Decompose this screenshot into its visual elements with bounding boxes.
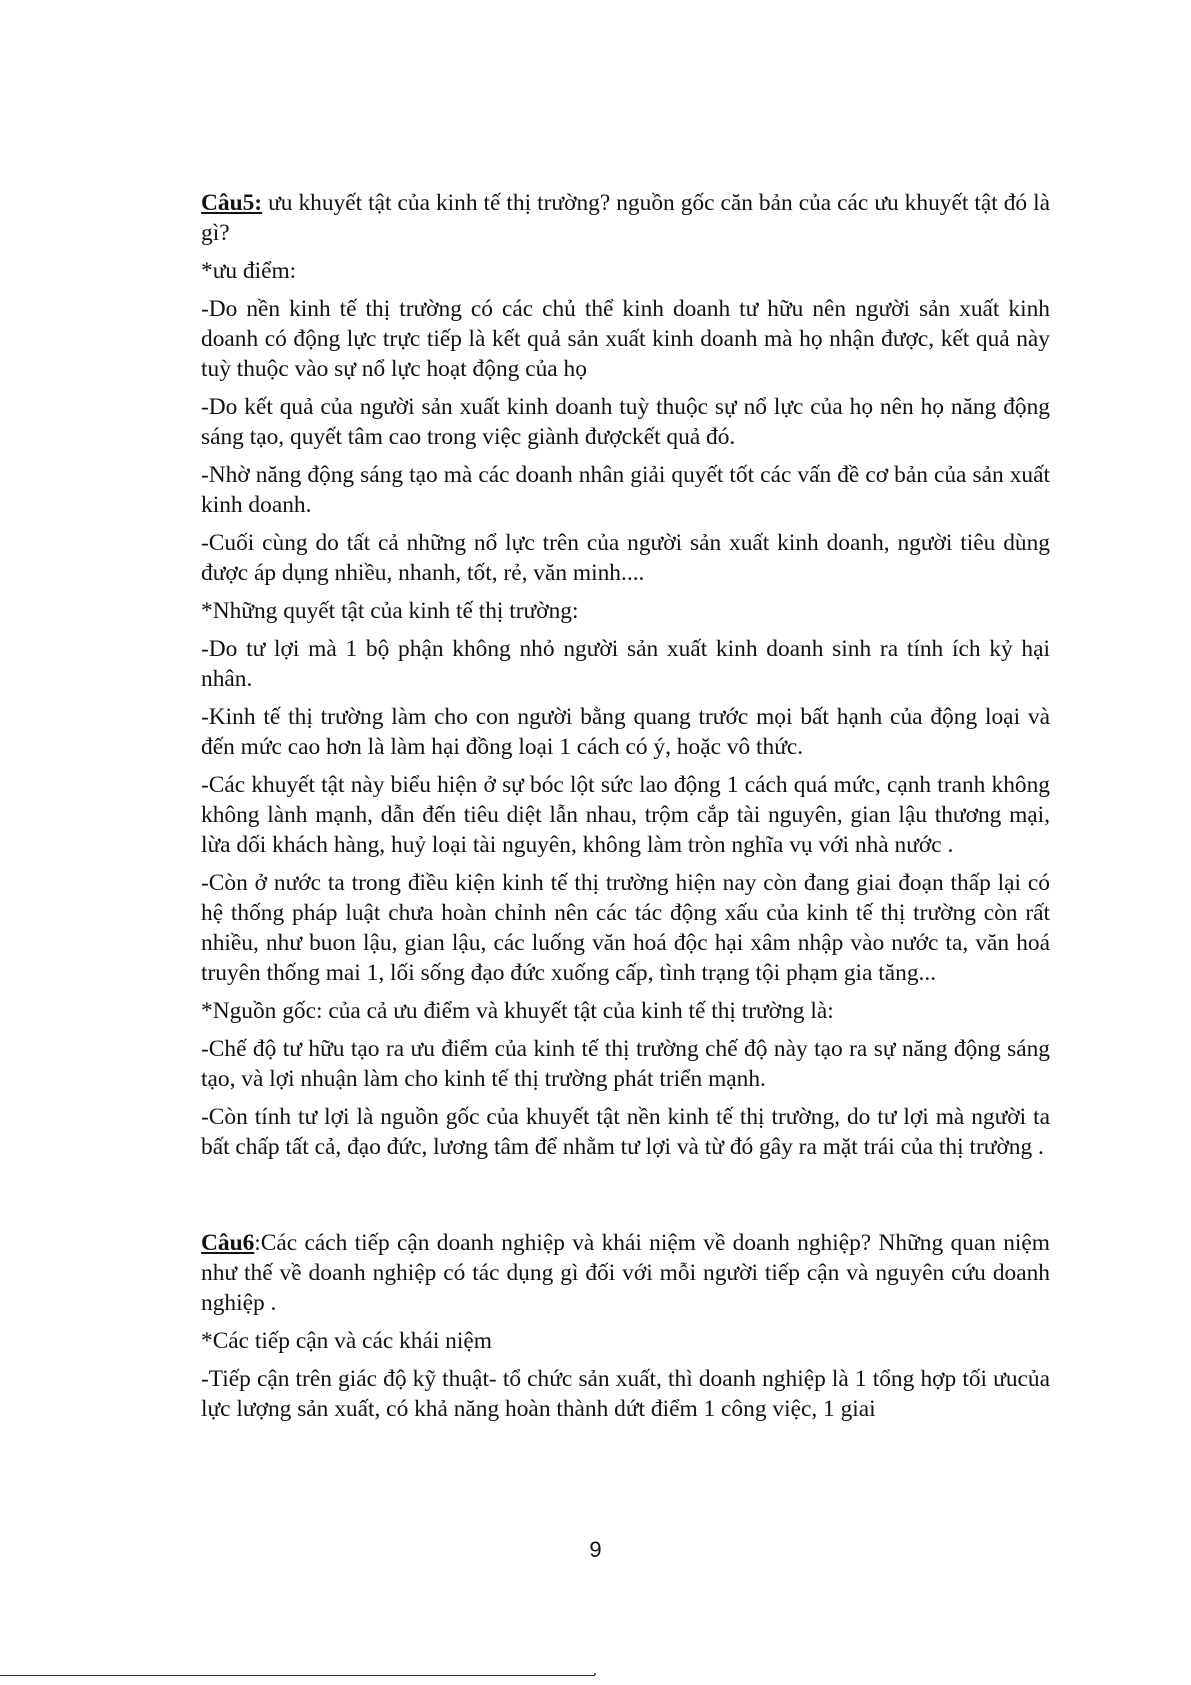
paragraph: -Tiếp cận trên giác độ kỹ thuật- tổ chức sản xuất, thì doanh nghiệp là 1 tổng hợp tối ưucủa lực lượng sản xuất, có khả năng hoàn thành dứt điểm 1 công việc, 1 giai xyxy=(201,1366,1050,1422)
footer-marker xyxy=(594,1673,596,1675)
paragraph: -Do kết quả của người sản xuất kinh doanh tuỳ thuộc sự nổ lực của họ nên họ năng động sáng tạo, quyết tâm cao trong việc giành đượckết quả đó. xyxy=(201,394,1050,450)
question-6 xyxy=(201,1228,1050,1318)
paragraph: -Các khuyết tật này biểu hiện ở sự bóc lột sức lao động 1 cách quá mức, cạnh tranh không không lành mạnh, dẫn đến tiêu diệt lẫn nhau, trộm cắp tài nguyên, gian lậu thương mại, lừa dối khách hàng, huỷ loại tài nguyên, không làm tròn nghĩa vụ với nhà nước . xyxy=(201,772,1050,858)
paragraph: -Cuối cùng do tất cả những nổ lực trên của người sản xuất kinh doanh, người tiêu dùng được áp dụng nhiều, nhanh, tốt, rẻ, văn minh.... xyxy=(201,530,1050,586)
paragraph: -Do tư lợi mà 1 bộ phận không nhỏ người sản xuất kinh doanh sinh ra tính ích kỷ hại nhân. xyxy=(201,636,1050,692)
paragraph: -Nhờ năng động sáng tạo mà các doanh nhân giải quyết tốt các vấn đề cơ bản của sản xuất kinh doanh. xyxy=(201,462,1050,518)
question-5-label: Câu5: xyxy=(201,190,263,216)
paragraph: -Do nền kinh tế thị trường có các chủ thể kinh doanh tư hữu nên người sản xuất kinh doanh có động lực trực tiếp là kết quả sản xuất kinh doanh mà họ nhận được, kết quả này tuỳ thuộc vào sự nổ lực hoạt động của họ xyxy=(201,296,1050,382)
paragraph: -Chế độ tư hữu tạo ra ưu điểm của kinh tế thị trường chế độ này tạo ra sự năng động sáng tạo, và lợi nhuận làm cho kinh tế thị trường phát triển mạnh. xyxy=(201,1036,1050,1092)
page-number: 9 xyxy=(589,1537,602,1562)
paragraph: *Nguồn gốc: của cả ưu điểm và khuyết tật của kinh tế thị trường là: xyxy=(201,998,834,1024)
page-content xyxy=(201,188,1050,1432)
section-spacer xyxy=(201,1170,1050,1228)
footer-rule xyxy=(0,1675,595,1676)
paragraph: *Những quyết tật của kinh tế thị trường: xyxy=(201,598,579,624)
question-6-label: Câu6 xyxy=(201,1230,255,1256)
question-5 xyxy=(201,188,1050,248)
paragraph: -Còn ở nước ta trong điều kiện kinh tế thị trường hiện nay còn đang giai đoạn thấp lại có hệ thống pháp luật chưa hoàn chỉnh nên các tác động xấu của kinh tế thị trường còn rất nhiều, như buon lậu, gian lậu, các luống văn hoá độc hại xâm nhập vào nước ta, văn hoá truyên thống mai 1, lối sống đạo đức xuống cấp, tình trạng tội phạm gia tăng... xyxy=(201,870,1050,986)
paragraph: *Các tiếp cận và các khái niệm xyxy=(201,1328,492,1354)
paragraph: -Kinh tế thị trường làm cho con người bằng quang trước mọi bất hạnh của động loại và đến mức cao hơn là làm hại đồng loại 1 cách có ý, hoặc vô thức. xyxy=(201,704,1050,760)
paragraph: *ưu điểm: xyxy=(201,258,297,284)
paragraph: -Còn tính tư lợi là nguồn gốc của khuyết tật nền kinh tế thị trường, do tư lợi mà người ta bất chấp tất cả, đạo đức, lương tâm để nhằm tư lợi và từ đó gây ra mặt trái của thị trường . xyxy=(201,1104,1050,1160)
question-5-text: ưu khuyết tật của kinh tế thị trường? nguồn gốc căn bản của các ưu khuyết tật đó là gì? xyxy=(201,190,1050,246)
question-6-text: :Các cách tiếp cận doanh nghiệp và khái niệm về doanh nghiệp? Những quan niệm như thế về doanh nghiệp có tác dụng gì đối với mỗi người tiếp cận và nguyên cứu doanh nghiệp . xyxy=(201,1230,1050,1316)
